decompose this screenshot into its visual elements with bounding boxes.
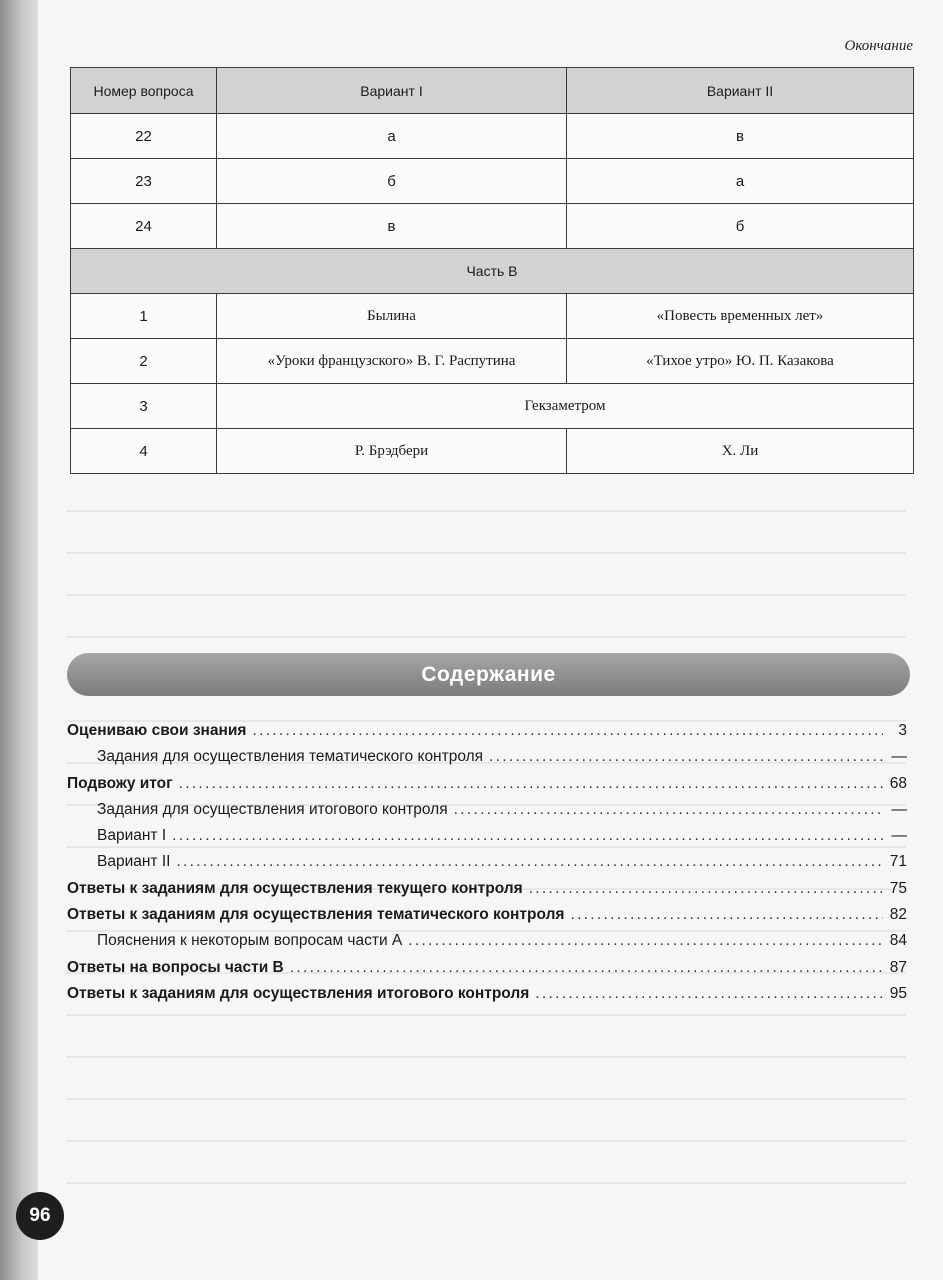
toc-entry[interactable] bbox=[67, 932, 907, 958]
answer-variant-2: Х. Ли bbox=[567, 429, 914, 474]
toc-entry[interactable] bbox=[67, 959, 907, 985]
answer-variant-2: «Тихое утро» Ю. П. Казакова bbox=[567, 339, 914, 384]
table-row bbox=[71, 294, 914, 339]
toc-entry[interactable] bbox=[67, 748, 907, 774]
page-number-badge: 96 bbox=[16, 1192, 64, 1240]
toc-label: Задания для осуществления тематического контроля bbox=[97, 748, 484, 766]
answer-merged: Гекзаметром bbox=[217, 384, 914, 429]
table-row bbox=[71, 384, 914, 429]
answer-variant-2: «Повесть временных лет» bbox=[567, 294, 914, 339]
toc-label: Ответы к заданиям для осуществления итогового контроля bbox=[67, 984, 530, 1002]
column-header: Вариант I bbox=[217, 68, 567, 114]
toc-page-number: 75 bbox=[889, 879, 907, 897]
toc-leader-dots bbox=[570, 906, 883, 924]
question-number: 3 bbox=[71, 384, 217, 429]
toc-leader-dots bbox=[172, 827, 883, 845]
section-row bbox=[71, 249, 914, 294]
ending-note: Окончание bbox=[844, 38, 913, 54]
toc-label: Вариант II bbox=[97, 853, 171, 871]
question-number: 22 bbox=[71, 114, 217, 159]
toc-entry[interactable] bbox=[67, 906, 907, 932]
question-number: 24 bbox=[71, 204, 217, 249]
answer-variant-1: а bbox=[217, 114, 567, 159]
answer-variant-1: б bbox=[217, 159, 567, 204]
toc-page-number: — bbox=[891, 748, 907, 766]
toc-entry[interactable] bbox=[67, 722, 907, 748]
book-spine-shadow bbox=[0, 0, 38, 1280]
answer-variant-1: Былина bbox=[217, 294, 567, 339]
toc-page-number: — bbox=[891, 800, 907, 818]
question-number: 4 bbox=[71, 429, 217, 474]
question-number: 2 bbox=[71, 339, 217, 384]
toc-label: Оцениваю свои знания bbox=[67, 722, 247, 739]
toc-label: Ответы к заданиям для осуществления текущего контроля bbox=[67, 879, 523, 897]
table-of-contents bbox=[67, 722, 907, 1011]
answer-variant-1: «Уроки французского» В. Г. Распутина bbox=[217, 339, 567, 384]
table-row bbox=[71, 339, 914, 384]
toc-entry[interactable] bbox=[67, 853, 907, 879]
toc-page-number: 68 bbox=[889, 774, 907, 792]
toc-entry[interactable] bbox=[67, 985, 907, 1011]
toc-entry[interactable] bbox=[67, 801, 907, 827]
toc-leader-dots bbox=[252, 722, 883, 740]
toc-leader-dots bbox=[454, 801, 883, 819]
table-row bbox=[71, 159, 914, 204]
column-header: Номер вопроса bbox=[71, 68, 217, 114]
answers-table bbox=[70, 67, 914, 474]
toc-page-number: 84 bbox=[889, 932, 907, 950]
answer-variant-1: в bbox=[217, 204, 567, 249]
toc-page-number: 71 bbox=[889, 853, 907, 871]
question-number: 23 bbox=[71, 159, 217, 204]
toc-label: Пояснения к некоторым вопросам части А bbox=[97, 932, 403, 950]
toc-entry[interactable] bbox=[67, 827, 907, 853]
answer-variant-2: а bbox=[567, 159, 914, 204]
answer-variant-1: Р. Брэдбери bbox=[217, 429, 567, 474]
table-row bbox=[71, 429, 914, 474]
toc-page-number: 95 bbox=[889, 984, 907, 1002]
toc-label: Задания для осуществления итогового контроля bbox=[97, 800, 448, 818]
toc-label: Ответы на вопросы части В bbox=[67, 958, 284, 976]
table-row bbox=[71, 114, 914, 159]
toc-leader-dots bbox=[489, 748, 883, 766]
toc-leader-dots bbox=[176, 853, 883, 871]
question-number: 1 bbox=[71, 294, 217, 339]
answer-variant-2: в bbox=[567, 114, 914, 159]
contents-banner: Содержание bbox=[67, 653, 910, 696]
toc-page-number: 3 bbox=[898, 722, 907, 739]
section-label: Часть В bbox=[71, 249, 914, 294]
toc-leader-dots bbox=[179, 775, 883, 793]
toc-entry[interactable] bbox=[67, 880, 907, 906]
toc-label: Вариант I bbox=[97, 827, 167, 845]
answer-variant-2: б bbox=[567, 204, 914, 249]
toc-entry[interactable] bbox=[67, 775, 907, 801]
table-row bbox=[71, 204, 914, 249]
toc-leader-dots bbox=[535, 985, 883, 1003]
toc-page-number: 82 bbox=[889, 906, 907, 924]
toc-label: Подвожу итог bbox=[67, 774, 173, 792]
toc-leader-dots bbox=[529, 880, 883, 898]
toc-leader-dots bbox=[408, 932, 883, 950]
column-header: Вариант II bbox=[567, 68, 914, 114]
toc-label: Ответы к заданиям для осуществления тематического контроля bbox=[67, 906, 565, 924]
table-header-row bbox=[71, 68, 914, 114]
toc-page-number: 87 bbox=[889, 958, 907, 976]
toc-page-number: — bbox=[891, 827, 907, 845]
toc-leader-dots bbox=[290, 959, 883, 977]
